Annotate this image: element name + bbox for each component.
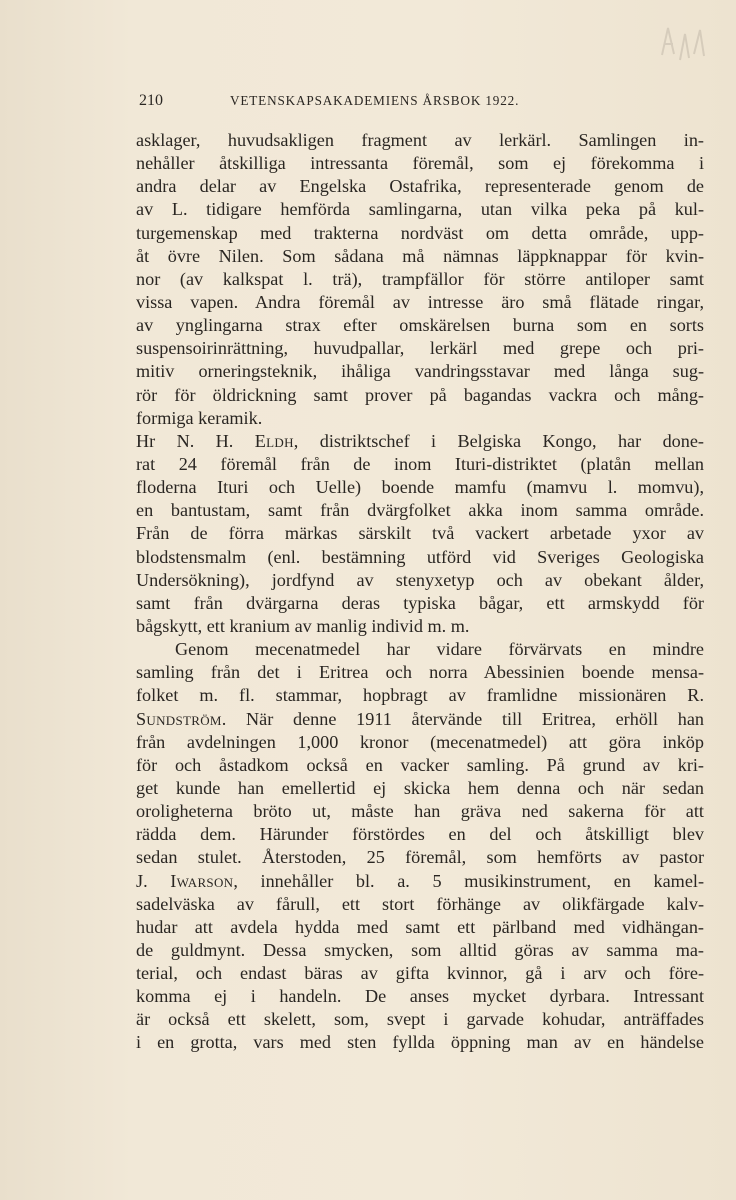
- text-line: bågskytt, ett kranium av manlig individ m. m.: [136, 615, 470, 636]
- text-line: terial, och endast bäras av gifta kvinnor, gå i arv och före-: [136, 963, 704, 984]
- text-line: Från de förra märkas särskilt två vackert arbetade yxor av: [136, 523, 704, 544]
- text-line: asklager, huvudsakligen fragment av lerkärl. Samlingen in-: [136, 130, 704, 150]
- text-line: oroligheterna bröto ut, måste han gräva ned sakerna för att: [136, 801, 704, 822]
- running-header: [139, 92, 595, 112]
- text-segment: , innehåller bl. a. 5 musikinstrument, en kamel-: [233, 870, 705, 891]
- text-line: floderna Ituri och Uelle) boende mamfu (mamvu l. momvu),: [136, 477, 704, 498]
- text-line: rör för öldrickning samt prover på bagandas vackra och mång-: [136, 384, 704, 405]
- text-line: komma ej i handeln. De anses mycket dyrbara. Intressant: [136, 986, 704, 1007]
- text-segment: , distriktschef i Belgiska Kongo, har done-: [293, 430, 704, 451]
- text-line: sedan stulet. Återstoden, 25 föremål, som hemförts av pastor: [136, 847, 704, 868]
- text-line: i en grotta, vars med sten fyllda öppning man av en händelse: [136, 1032, 704, 1053]
- text-line: mitiv orneringsteknik, ihåliga vandringsstavar med långa sug-: [136, 361, 704, 382]
- text-line: de guldmynt. Dessa smycken, som alltid göras av samma ma-: [136, 939, 704, 960]
- text-line: [136, 870, 704, 893]
- text-line: [136, 708, 704, 731]
- text-line: samling från det i Eritrea och norra Abessinien boende mensa-: [136, 662, 704, 683]
- person-name: Eldh: [254, 430, 294, 451]
- text-line: åt övre Nilen. Som sådana må nämnas läppknappar för kvin-: [136, 245, 704, 266]
- text-line: andra delar av Engelska Ostafrika, representerade genom de: [136, 176, 704, 197]
- pencil-mark-icon: [654, 20, 714, 70]
- text-line: för och åstadkom också en vacker samling. På grund av kri-: [136, 754, 704, 775]
- body-text: [136, 129, 704, 1055]
- text-segment: J.: [136, 870, 171, 891]
- person-name: Iwarson: [170, 870, 234, 891]
- text-line: [136, 430, 704, 453]
- text-line: är också ett skelett, som, svept i garvade kohudar, anträffades: [136, 1009, 704, 1030]
- running-title: VETENSKAPSAKADEMIENS ÅRSBOK 1922.: [230, 93, 520, 108]
- page-number: 210: [139, 92, 163, 109]
- person-name: Sundström: [136, 708, 222, 729]
- text-line: en bantustam, samt från dvärgfolket akka inom samma område.: [136, 500, 704, 521]
- text-line: turgemenskap med trakterna nordväst om detta område, upp-: [136, 222, 704, 243]
- text-line: nehåller åtskilliga intressanta föremål, som ej förekomma i: [136, 153, 704, 174]
- text-line: nor (av kalkspat l. trä), trampfällor för större antiloper samt: [136, 268, 704, 289]
- text-line: från avdelningen 1,000 kronor (mecenatmedel) att göra inköp: [136, 731, 704, 752]
- text-line: vissa vapen. Andra föremål av intresse äro små flätade ringar,: [136, 291, 704, 312]
- text-line: hudar att avdela hydda med samt ett pärlband med vidhängan-: [136, 916, 704, 937]
- text-line: suspensoirinrättning, huvudpallar, lerkärl med grepe och pri-: [136, 338, 704, 359]
- text-line: av ynglingarna strax efter omskärelsen burna som en sorts: [136, 315, 704, 336]
- text-line: sadelväska av fårull, ett stort förhänge av olikfärgade kalv-: [136, 893, 704, 914]
- text-line: get kunde han emellertid ej skicka hem denna och när sedan: [136, 777, 704, 798]
- text-segment: . När denne 1911 återvände till Eritrea, erhöll han: [221, 708, 704, 729]
- text-line: rat 24 föremål från de inom Ituri-distriktet (platån mellan: [136, 453, 704, 474]
- text-line: folket m. fl. stammar, hopbragt av framlidne missionären R.: [136, 685, 704, 706]
- text-line: blodstensmalm (enl. bestämning utförd vid Sveriges Geologiska: [136, 546, 704, 567]
- text-line: formiga keramik.: [136, 407, 263, 428]
- text-line: av L. tidigare hemförda samlingarna, utan vilka peka på kul-: [136, 199, 704, 220]
- text-segment: Hr N. H.: [136, 430, 255, 451]
- text-line: Undersökning), jordfynd av stenyxetyp och av obekant ålder,: [136, 569, 704, 590]
- text-line: Genom mecenatmedel har vidare förvärvats en mindre: [175, 639, 704, 660]
- text-line: rädda dem. Härunder förstördes en del och åtskilligt blev: [136, 824, 704, 845]
- text-line: samt från dvärgarna deras typiska bågar, ett armskydd för: [136, 592, 704, 613]
